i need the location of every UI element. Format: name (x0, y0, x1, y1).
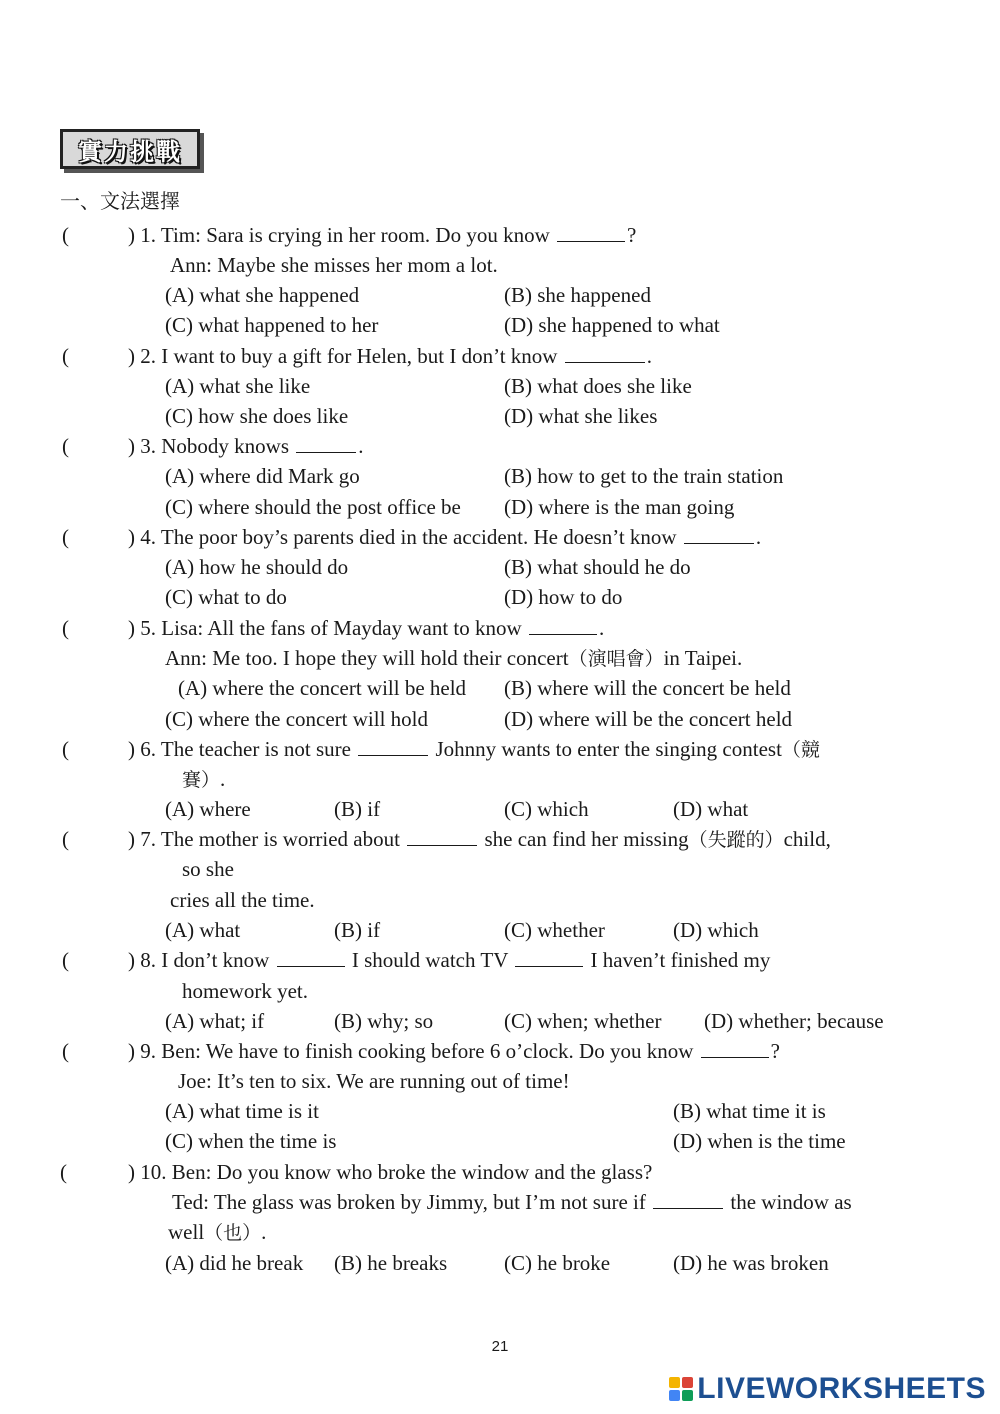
option-d: (D) what (673, 797, 749, 821)
question-2: ) 2. I want to buy a gift for Helen, but I don’t know . (128, 344, 652, 368)
option-c: (C) which (504, 797, 589, 821)
option-a: (A) what (165, 918, 241, 942)
question-3: ) 3. Nobody knows . (128, 434, 364, 458)
option-b: (B) why; so (334, 1009, 434, 1033)
blank (296, 432, 356, 453)
question-1: ) 1. Tim: Sara is crying in her room. Do you know ? (128, 223, 637, 247)
blank (515, 946, 583, 967)
question-9-line2: Joe: It’s ten to six. We are running out of time! (178, 1069, 570, 1093)
option-b: (B) what should he do (504, 555, 691, 579)
option-d: (D) how to do (504, 585, 623, 609)
question-5: ) 5. Lisa: All the fans of Mayday want to know . (128, 616, 605, 640)
option-b: (B) if (334, 918, 381, 942)
option-a: (A) where the concert will be held (178, 676, 467, 700)
page-number: 21 (491, 1338, 509, 1355)
option-c: (C) when the time is (165, 1129, 337, 1153)
option-c: (C) he broke (504, 1251, 611, 1275)
option-b: (B) where will the concert be held (504, 676, 791, 700)
question-8-line2: homework yet. (182, 979, 308, 1003)
answer-paren-9[interactable]: ( (62, 1039, 69, 1063)
option-c: (C) what to do (165, 585, 287, 609)
question-10: ) 10. Ben: Do you know who broke the window and the glass? (128, 1160, 653, 1184)
option-d: (D) which (673, 918, 759, 942)
blank (701, 1037, 769, 1058)
blank (684, 523, 754, 544)
option-b: (B) what time it is (673, 1099, 826, 1123)
option-b: (B) she happened (504, 283, 651, 307)
option-d: (D) what she likes (504, 404, 658, 428)
answer-paren-8[interactable]: ( (62, 948, 69, 972)
question-9: ) 9. Ben: We have to finish cooking before 6 o’clock. Do you know ? (128, 1039, 780, 1063)
question-10-line2: Ted: The glass was broken by Jimmy, but I’m not sure if the window as (172, 1190, 852, 1214)
blank (557, 221, 625, 242)
option-c: (C) where should the post office be (165, 495, 461, 519)
answer-paren-2[interactable]: ( (62, 344, 69, 368)
option-b: (B) what does she like (504, 374, 692, 398)
option-c: (C) where the concert will hold (165, 707, 428, 731)
answer-paren-5[interactable]: ( (62, 616, 69, 640)
question-7: ) 7. The mother is worried about she can find her missing（失蹤的）child, (128, 827, 831, 851)
option-d: (D) when is the time (673, 1129, 846, 1153)
question-7-line3: cries all the time. (170, 888, 315, 912)
question-6-line2: 賽）. (182, 767, 226, 791)
option-d: (D) where is the man going (504, 495, 735, 519)
blank (407, 825, 477, 846)
blank (653, 1188, 723, 1209)
question-4: ) 4. The poor boy’s parents died in the accident. He doesn’t know . (128, 525, 762, 549)
option-c: (C) what happened to her (165, 313, 379, 337)
logo-square (669, 1377, 680, 1388)
option-a: (A) did he break (165, 1251, 304, 1275)
logo-square (682, 1377, 693, 1388)
question-8: ) 8. I don’t know I should watch TV I haven’t finished my (128, 948, 771, 972)
option-a: (A) what; if (165, 1009, 265, 1033)
option-a: (A) how he should do (165, 555, 349, 579)
logo-square (669, 1390, 680, 1401)
answer-paren-10[interactable]: ( (60, 1160, 67, 1184)
section-banner: 實力挑戰 (60, 129, 200, 169)
question-10-line3: well（也）. (168, 1220, 267, 1244)
liveworksheets-logo[interactable] (669, 1372, 986, 1406)
answer-paren-3[interactable]: ( (62, 434, 69, 458)
answer-paren-1[interactable]: ( (62, 223, 69, 247)
section-title: 一、文法選擇 (60, 189, 180, 213)
logo-square (682, 1390, 693, 1401)
option-a: (A) what she like (165, 374, 311, 398)
option-c: (C) when; whether (504, 1009, 662, 1033)
blank (565, 342, 645, 363)
option-c: (C) how she does like (165, 404, 349, 428)
option-b: (B) how to get to the train station (504, 464, 784, 488)
option-d: (D) where will be the concert held (504, 707, 793, 731)
answer-paren-7[interactable]: ( (62, 827, 69, 851)
logo-grid-icon (669, 1377, 693, 1401)
option-c: (C) whether (504, 918, 605, 942)
option-a: (A) what time is it (165, 1099, 319, 1123)
option-b: (B) he breaks (334, 1251, 448, 1275)
option-d: (D) whether; because (704, 1009, 884, 1033)
question-5-line2: Ann: Me too. I hope they will hold their concert（演唱會）in Taipei. (165, 646, 743, 670)
option-a: (A) where did Mark go (165, 464, 360, 488)
option-a: (A) where (165, 797, 251, 821)
option-d: (D) he was broken (673, 1251, 829, 1275)
blank (529, 614, 597, 635)
answer-paren-6[interactable]: ( (62, 737, 69, 761)
blank (358, 735, 428, 756)
option-d: (D) she happened to what (504, 313, 720, 337)
question-1-line2: Ann: Maybe she misses her mom a lot. (170, 253, 498, 277)
answer-paren-4[interactable]: ( (62, 525, 69, 549)
option-b: (B) if (334, 797, 381, 821)
logo-text: LIVEWORKSHEETS (697, 1372, 986, 1405)
option-a: (A) what she happened (165, 283, 360, 307)
blank (277, 946, 345, 967)
question-7-line2: so she (182, 857, 234, 881)
question-6: ) 6. The teacher is not sure Johnny wants to enter the singing contest（競 (128, 737, 820, 761)
